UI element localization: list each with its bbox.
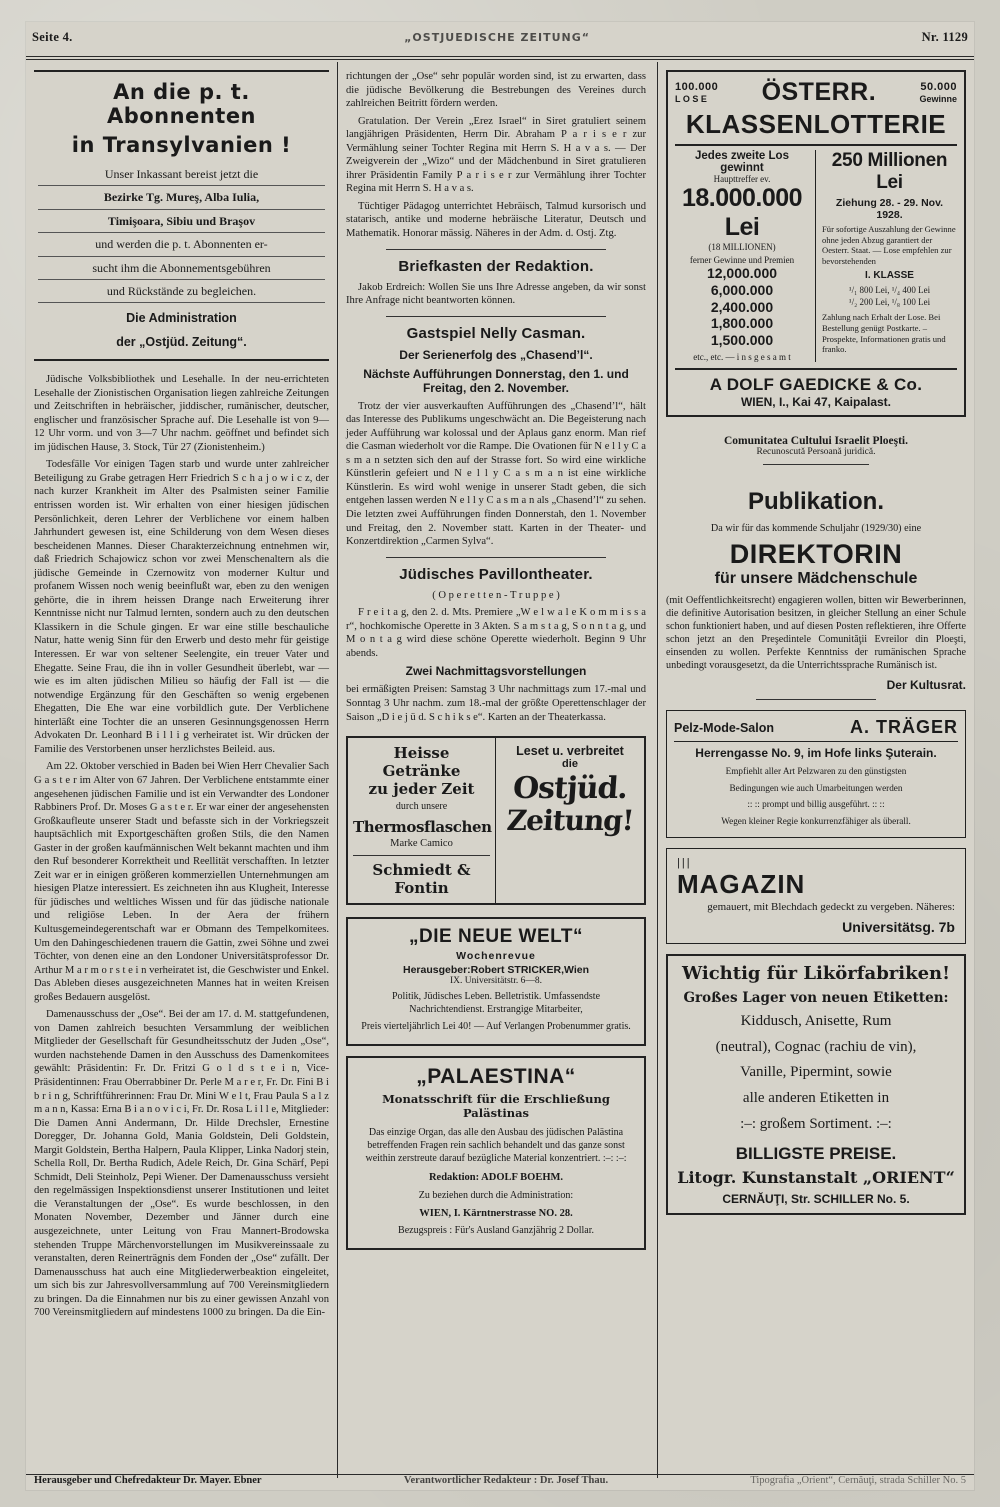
ad-die-neue-welt [346,917,646,1046]
palaestina-title: „PALAESTINA“ [416,1065,576,1089]
palaestina-price: Bezugspreis : Für's Ausland Ganzjährig 2 Dollar. [398,1224,594,1236]
thermos-line3: durch unsere [395,801,448,813]
publikation-body: (mit Oeffentlichkeitsrecht) engagieren wollen, bitten wir Bewerberinnen, die definitive Autorisation besitzen, in gleicher Stellung an einer Schule schon funktioniert haben, und auf diesen Posten reflektieren, ihre Offerte schon jetzt an den Preşedintele Comunităţii Evreilor din Ploeşti, einsenden zu wollen. Perfekte Kenntniss der rumänischen Sprache unbedingt vorausgesetzt, da die Unterrichtssprache Rumänisch ist. [666,595,966,672]
ad-abonnenten-t6: und Rückstände zu begleichen. [38,283,325,303]
lotto-amount-3: 2,400.000 [710,298,774,315]
lotto-amount-2: 6,000.000 [710,281,774,298]
traeger-line1: Empfiehlt aller Art Pelzwaren zu den günstigsten [725,766,907,777]
traeger-line2: Bedingungen wie auch Umarbeitungen werden [729,782,903,793]
lotto-lose-word: L O S E [675,93,707,104]
section-briefkasten-title: Briefkasten der Redaktion. [398,257,594,275]
lotto-lose-count: 100.000 [675,81,719,93]
footer-editor: Verantwortlicher Redakteur : Dr. Josef Thau. [403,1475,609,1486]
lotto-gewinne [919,81,957,104]
neuewelt-publisher: Herausgeber:Robert STRICKER,Wien [402,964,590,977]
pavillon-subtitle: ( O p e r e t t e n - T r u p p e ) [432,589,560,601]
lotto-amount-4: 1,800.000 [710,315,774,332]
magazin-address: Universitätsg. 7b [842,918,955,935]
thermos-line2: zu jeder Zeit [368,780,475,799]
thermos-line1: Heisse Getränke [382,744,461,781]
comunitatea-line2: Recunoscută Persoană juridică. [756,446,876,457]
ad-abonnenten-t2: Bezirke Tg. Mureş, Alba Iulia, [38,189,325,209]
neuewelt-body: Politik, Jüdisches Leben. Belletristik. Umfassendste Nachrichtendienst. Erstrangige Mitarbeiter, [391,991,601,1016]
article-todesfaelle-1: Todesfälle Vor einigen Tagen starb und wurde unter zahlreicher Beteiligung zu Grabe getragen Herr Friedrich S c h a j o w i c z, der nach kurzer Krankheit im Alter des Psalmisten seiner Familie entrissen worden ist. Wir erhalten von einer hiesigen jüdischen Persönlichkeit, deren Lehrer der Verblichene vor einem halben Jahrhundert gewesen ist, eine Schilderung von dem Wesen dieses bescheidenen Mannes. Dieser Charakterzeichnung entnehmen wir, daß Friedrich Schajowicz schon vor zwei Menschenaltern als die jüdische Gemeinde in Czernowitz von moderner Kultur und profanem Wissen noch wenig beeinflußt war, eben zu den wenigen gehörte, die in ihrem heissen Drange nach Erweiterung ihrer Kenntnisse nicht nur Talmud lernten, sondern auch zu den deutschen Klassikern in die Schule gingen. Er war eine stille beschauliche Natur, hatte wenig Sinn für den Erwerb und desto mehr für geistige Interessen. Er war von seltener Seelengite, ein treuer Vater und Ehegatte. Seine Frau, die ihn in voller Gesundheit überlebt, war — wie es im alten jüdischen Milieu so häufig der Fall ist — die notwendige Ergänzung für den Geschäften so wenig ergebenen Ehegatten, Die Ehe war eine vorbildlich gute. Der Verblichene hinterläßt eine Tochter die an unseren Gesinnungsgenossen Herrn Advokaten Dr. Leonhard B i l l i g verheiratet ist. Wir drücken der Familie des Verstorbenen unser herzlichstes Beileid. aus. [34,459,329,755]
publikation-direktorin: DIREKTORIN [729,539,903,570]
traeger-line3: :: :: prompt und billig ausgeführt. :: :: [747,799,885,810]
comunitatea-line1: Comunitatea Cultului Israelit Ploeşti. [724,434,908,447]
ad-abonnenten [34,70,329,361]
lotto-oesterr: ÖSTERR. [761,78,877,106]
lotto-gewinne-word: Gewinne [919,93,957,104]
page-sheet [26,22,974,1490]
publikation-title: Publikation. [747,487,884,515]
lotto-millionen: (18 MILLIONEN) [708,242,776,252]
likor-title: Wichtig für Likörfabriken! [681,962,951,984]
footer-publisher: Herausgeber und Chefredakteur Dr. Mayer. Ebner [34,1475,262,1486]
lotto-gewinne-count: 50.000 [920,81,957,93]
palaestina-body: Das einzige Organ, das alle den Ausbau des jüdischen Palästina betreffenden Fragen rein sachlich behandelt und das ganze sonst weithin zerstreute darauf bezügliche Material konzentriert. :–: :–: [365,1127,627,1165]
publikation-signature: Der Kultusrat. [886,678,966,693]
ad-thermos-and-ostjud [346,736,646,905]
palaestina-address: WIEN, I. Kärntnerstrasse NO. 28. [419,1207,573,1219]
ad-thermos [348,738,496,903]
lotto-left-col [675,150,816,362]
ad-abonnenten-t1: Unser Inkassant bereist jetzt die [38,166,325,186]
lotto-price-1: ¹/₁ 800 Lei, ¹/₄ 400 Lei [848,284,931,295]
neuewelt-wochenrevue: Wochenrevue [456,950,536,963]
lotto-price-2: ¹/₂ 200 Lei, ¹/₈ 100 Lei [848,297,931,308]
ad-publikation [666,488,966,700]
traeger-name: A. TRÄGER [850,717,958,738]
neuewelt-price: Preis vierteljährlich Lei 40! — Auf Verlangen Probenummer gratis. [361,1021,631,1033]
lotto-big-amount: 18.000.000 Lei [681,184,803,241]
lotto-lose [675,81,718,104]
ad-traeger [666,710,966,838]
masthead-rule [26,56,974,57]
pavillon-text-2: bei ermäßigten Preisen: Samstag 3 Uhr nachmittags zum 17.-mal und Sonntag 3 Uhr nachm. zum 18.-mal der größte Operettenschlager der Saison „D i e j ü d. S c h i k s e“. Karten an der Theaterkassa. [346,684,646,723]
article-todesfaelle-2: Am 22. Oktober verschied in Baden bei Wien Herr Chevalier Sach G a s t e r im Alter von 67 Jahren. Der Verblichene entstammte einer angesehenen jüdischen Familie und ist ein Verwandter des Londoner Rabbiners Prof. Dr. Moses G a s t e r. Er war einer der angesehensten Großkaufleute unserer Stadt und befasste sich in der Vorkriegszeit hauptsächlich mit Exportgeschäften großen Stils, die den Namen Gaster in der großen kaufmännischen Welt bekannt machten und ihm den Ruf besonderer Korrektheit und Reellität verschafften. In letzter Zeit war er in einigen größeren kommerziellen Unternehmungen am hiesigen Platze interessiert. Es zeichneten ihn aus Klugheit, Interesse für jüdisches und weltliches Wissen und für das jüdische nationale und religiöse Leben. In der Aera der frühern Kultusgemeindegerentschaft war er Obmann des Tempelkomitees. Um den Dahingeschiedenen trauern die Gattin, zwei Söhne und zwei Töchter, von denen eine an den Londoner Universitätsprofessor Dr. Arthur M a r m o r s t e i n verheiratet ist, die Geschwister und Enkel. Das Ableben dieses ausgezeichneten Mannes hat in weiten Kreisen großes Bedauern ausgelöst. [34,761,329,1003]
article-bibliothek: Jüdische Volksbibliothek und Lesehalle. In der neu-errichteten Lesehalle der Zionistischen Organisation liegen zahlreiche Zeitungen und Zeitschriften in hebräischer, jiddischer, rumänischer, deutscher, englischer und französischer Sprache auf. Die Lesehalle ist von 9—12 Uhr vorm. und von 3—7 Uhr nachm. geöffnet und befindet sich im jüdischen Hause, 3. Stock, Tür 27 (Zionistenheim.) [34,374,329,453]
divider-comunitatea [763,464,869,465]
likor-line1: Kiddusch, Anisette, Rum [740,1012,892,1029]
lotto-class: I. KLASSE [865,269,914,281]
paper-title: „OSTJUEDISCHE ZEITUNG“ [404,30,590,44]
lotto-body [675,150,957,362]
magazin-bars-icon: ||| [677,857,692,869]
likor-line5: :–: großem Sortiment. :–: [740,1115,892,1132]
lotto-jedes-zweite: Jedes zweite Los gewinnt [695,150,789,174]
ostjud-title-1: Ostjüd. [511,771,629,807]
ad-comunitatea [666,429,966,478]
column-2 [346,70,646,1260]
lotto-haupttreffer: Haupttreffer ev. [713,174,771,184]
divider-pavillon [386,557,606,558]
likor-address: CERNĂUŢI, Str. SCHILLER No. 5. [722,1191,910,1206]
thermos-brand: Marke Camico [390,838,453,850]
lotto-payment: Zahlung nach Erhalt der Lose. Bei Bestellung genügt Postkarte. – Prospekte, Informationen gratis und franko. [822,312,946,355]
masthead [26,22,974,52]
likor-line4: alle anderen Etiketten in [742,1090,890,1107]
palaestina-order: Zu beziehen durch die Administration: [418,1189,574,1201]
column-divider-2 [657,62,658,1478]
magazin-body: gemauert, mit Blechdach gedeckt zu vergeben. Näheres: [707,901,955,913]
lotto-total: 250 Millionen Lei [831,150,948,193]
neuewelt-address: IX. Universitätstr. 6—8. [449,976,543,987]
traeger-label: Pelz-Mode-Salon [674,720,775,735]
ostjud-title-2: Zeitung! [505,804,635,838]
likor-subtitle: Großes Lager von neuen Etiketten: [683,989,949,1006]
article-gratulation: Gratulation. Der Verein „Erez Israel“ in Siret gratuliert seinem langjährigen Präsidenten, Herrn Dir. Abraham P a r i s e r zur Vermählung seiner Tochter Regina mit Herrn S. H a v a s. — Der Zweigverein der „Wizo“ und der Mädchenbund in Siret gratulieren ihrer Präsidentin Family P a r i s e r zur Vermählung ihrer Tochter Regina mit Herrn S. H a v a s. [346,115,646,195]
ostjud-cta2: die [562,758,578,771]
magazin-title: MAGAZIN [677,869,806,899]
footer-printer: Tipografia „Orient“, Cernăuţi, strada Schiller No. 5 [750,1475,966,1486]
ad-ostjud-zeitung [496,738,644,903]
article-damenausschuss: Damenausschuss der „Ose“. Bei der am 17. d. M. stattgefundenen, von Damen zahlreich besuchten Versammlung der weiblichen Mitglieder der Gesellschaft für Gesundheitsschutz der Juden „Ose“, wurden nachstehende Damen in den Ausschuss des Damenkomitees gewählt: Präsidentin: Fr. Dr. Fritzi G o l d s t e i n, Vice-Präsidentinnen: Frau Oberrabbiner Dr. Perle M a r e r, Fr. Dr. Fini B i b r i n g, Schriftführerinnen: Frau Dr. Mini W e l t, Frau Paula S a l z m a n n, Kassa: Erna B i a n o v i c i, Fr. Dr. Rosa L i l l e, Mitglieder: Die Damen Anni Andermann, Dr. Hilde Drechsler, Ernestine Doregger, Dr. Johanna Gold, Mania Goldstein, Deli Goldstein, Margit Goldstein, Bertha Halpern, Paula Klipper, Linka Nadorj stein, Schella Roll, Dr. Bertha Rudich, Adele Reich, Dr. Gina Schärf, Pepi Schmidt, Deli Steinholz, Pepi Wiener. Der Damenausschuss versieht den regelmässigen Inspektionsdienst unserer Institutionen und leitet die Veranstaltungen der „Ose“. Es wurde beschlossen, in den Monaten November, Dezember und Jänner durch eine ausgezeichnete, unter Leitung von Frau Mannert-Brodowska stehenden Truppe Märchenvorstellungen im Musikvereinssaale zu veranstalten, deren Reinerträgnis dem Fonden der „Ose“ zufällt. Der Damenausschuss hat auch eine Mitgliederwerbeaktion eingeleitet, um sich bis zur Jahresvollversammlung auf 700 Vereinsmitgliedern zu bringen. Da die Einnahmen nur bis zu einer gewissen Anzahl von 700 Vereinsmitgliedern auf mindestens 1000 zu bringen. Da die Ein- [34,1009,330,1319]
column-divider-1 [337,62,338,1478]
lotto-klassenlotterie: KLASSENLOTTERIE [675,109,957,146]
article-paedagog: Tüchtiger Pädagog unterrichtet Hebräisch, Talmud kursorisch und statarisch, antike und moderne hebräische Literatur, Deutsch und Mathematik. Honorar mässig. Näheres in der Adm. d. Ostj. Ztg. [346,200,646,240]
lotto-draw-date: Ziehung 28. - 29. Nov. 1928. [835,197,944,221]
issue-number: Nr. 1129 [921,29,968,44]
lotto-right-col [816,150,957,362]
publikation-fuer: für unsere Mädchenschule [714,570,918,588]
ad-palaestina [346,1056,646,1250]
ad-abonnenten-line2: in Transylvanien ! [71,133,292,157]
traeger-header [674,717,958,742]
divider-publikation [756,699,876,700]
neuewelt-title: „DIE NEUE WELT“ [409,926,583,948]
likor-line3: Vanille, Pipermint, sowie [740,1064,892,1081]
pavillon-text-1: F r e i t a g, den 2. d. Mts. Premiere „W e l w a l e K o m m i s s a r“, hochkomische Operette in 3 Akten. S a m s t a g, S o n n t a g, und M o n t a g wird diese schöne Operette wiederholt. Beginn 9 Uhr abends. [346,607,646,659]
lotto-amount-1: 12,000.000 [706,265,778,281]
lotto-ferner: ferner Gewinne und Premien [689,255,795,265]
lotto-amount-5: 1,500.000 [710,332,774,349]
ostjud-cta1: Leset u. verbreitet [516,744,624,759]
publikation-lead: Da wir für das kommende Schuljahr (1929/30) eine [710,522,922,534]
ad-abonnenten-t3: Timişoara, Sibiu und Braşov [38,213,325,233]
page-footer [26,1475,974,1486]
gastspiel-text: Trotz der vier ausverkauften Aufführungen des „Chasend’l“, hält das Interesse des Publikums ungeschwächt an. Die Begeisterung nach jeder Aufführung war kolossal und der Aplaus ganz enorm. Man rief die Casman wiederholt vor die Rampe. Die Ovationen für N e l l y C a s m a n setzten sich den auf der Strasse fort. So wird eine wirkliche Künstlerin gefeiert und N e l l y C a s m a n ist eine wirkliche Künstlerin. Es wird wohl wenige in unserer Stadt geben, die sich entgehen lassen werden N e l l y C a s m a n als „Chasend’l“ zu sehen. Die letzten zwei Aufführungen finden Donnerstah, den 1. November und Freitag, den 2. November statt. Karten in der Theater- und Konzertdirektion „Carmen Sylva“. [346,400,646,548]
gastspiel-sub1: Der Serienerfolg des „Chasend’l“. [399,347,593,362]
likor-line2: (neutral), Cognac (rachiu de vin), [715,1038,917,1055]
likor-preise: BILLIGSTE PREISE. [735,1143,897,1163]
section-gastspiel-title: Gastspiel Nelly Casman. [406,324,586,342]
divider-briefkasten [386,249,606,250]
article-ose-continued: richtungen der „Ose“ sehr populär worden sind, ist zu erwarten, dass die jüdische Bevölkerung die Bestrebungen des Vereines durch zahlreichen Beitritt fördern werden. [346,71,646,110]
traeger-line4: Wegen kleiner Regie konkurrenzfähiger als überall. [721,815,911,826]
column-1 [34,70,329,1324]
ad-likoerfabriken [666,954,966,1215]
page-number-left: Seite 4. [32,29,73,44]
ad-magazin [666,848,966,944]
briefkasten-text: Jakob Erdreich: Wollen Sie uns Ihre Adresse angeben, da wir sonst Ihre Anfrage nicht beantworten können. [346,281,646,307]
ad-abonnenten-line1: An die p. t. Abonnenten [106,80,257,128]
lotto-firm-address: WIEN, I., Kai 47, Kaipalast. [740,394,892,409]
traeger-address: Herrengasse No. 9, im Hofe links Şuterain. [695,746,937,761]
lotto-small-text: Für sofortige Auszahlung der Gewinne ohne jeden Abzug garantiert der Oesterr. Staat. — Lose empfehlen zur bevorstehenden [822,224,956,267]
pavillon-sub2: Zwei Nachmittagsvorstellungen [405,664,587,679]
palaestina-editor: Redaktion: ADOLF BOEHM. [428,1171,564,1183]
thermos-company: Schmiedt & Fontin [353,855,490,897]
ad-abonnenten-t5: sucht ihm die Abonnementsgebühren [38,260,325,280]
column-3 [666,70,966,1225]
masthead-rule-2 [26,59,974,60]
thermos-product: Thermosflaschen [353,818,492,837]
ad-abonnenten-sig1: Die Administration [126,311,237,326]
palaestina-subtitle: Monatsschrift für die Erschließung Palästinas [382,1092,610,1121]
ad-klassenlotterie [666,70,966,417]
lotto-firm: A DOLF GAEDICKE & Co. [675,368,957,395]
lotto-etc: etc., etc. — i n s g e s a m t [693,351,791,362]
likor-company: Litogr. Kunstanstalt „ORIENT“ [677,1167,955,1187]
ad-abonnenten-t4: und werden die p. t. Abonnenten er- [38,236,325,256]
gastspiel-sub2: Nächste Aufführungen Donnerstag, den 1. und Freitag, den 2. November. [363,366,629,395]
lotto-header-row [675,78,957,107]
ad-abonnenten-sig2: der „Ostjüd. Zeitung“. [116,335,247,350]
divider-gastspiel [386,316,606,317]
section-pavillon-title: Jüdisches Pavillontheater. [399,565,593,583]
